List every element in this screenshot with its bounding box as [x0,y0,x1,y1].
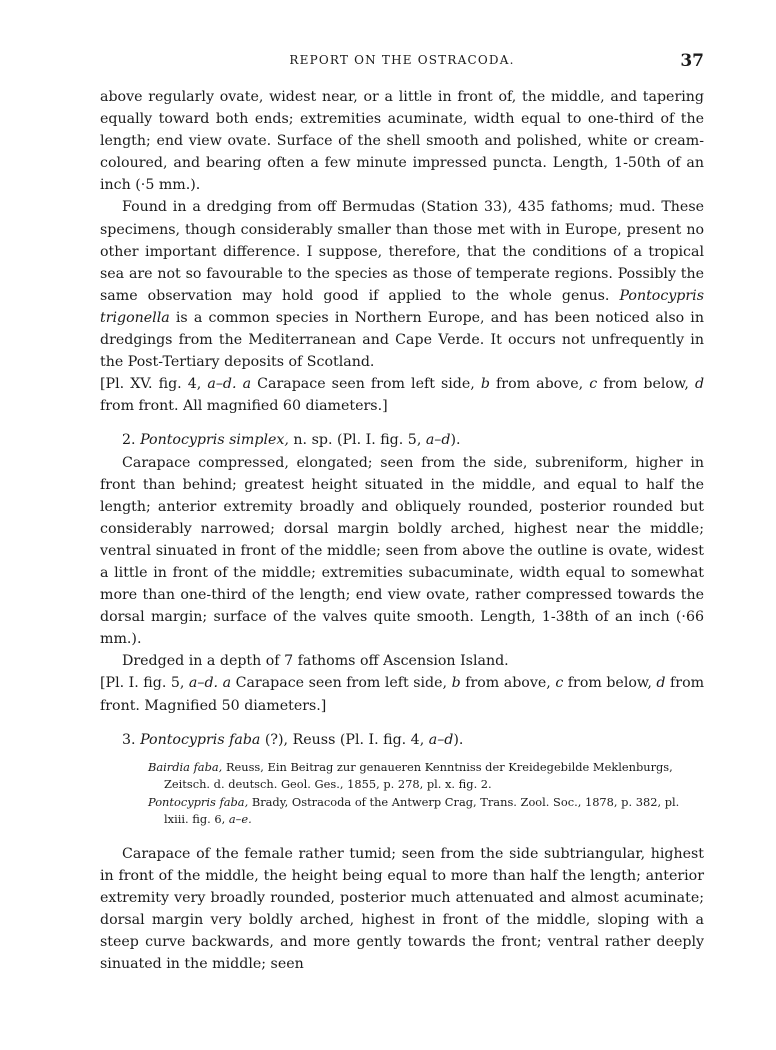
text: ). [450,432,461,449]
body-text [100,86,704,975]
text: [Pl. XV. fig. 4, [100,376,202,393]
text: Bairdia faba, [148,759,223,774]
text: a–d [428,731,454,748]
section-heading-2 [100,429,704,451]
text: d [694,376,705,393]
running-title: REPORT ON THE OSTRACODA. [289,53,515,67]
text: from front. All magnified 60 diameters.] [100,398,388,415]
text: Found in a dredging from off Bermudas (Station 33), 435 fathoms; mud. These specimens, though considerably smaller than those met with in Europe, present no other important difference. I suppose, therefore, that the conditions of a tropical sea are not so favourable to the species as those of temperate regions. Possibly the same observation may hold good if applied to the whole genus. [100,199,704,304]
reference [148,759,704,794]
text: a–d. [188,675,219,692]
text: Reuss, Ein Beitrag zur genaueren Kenntniss der Kreidegebilde Meklenburgs, Zeitsch. d. deutsch. Geol. Ges., 1855, p. 278, pl. x. fig. 2. [164,759,673,792]
text: Brady, Ostracoda of the Antwerp Crag, Trans. Zool. Soc., 1878, p. 382, pl. lxiii. fig. 6, [164,794,680,827]
paragraph-description-faba: Carapace of the female rather tumid; seen from the side subtriangular, highest in front of the middle, the height being equal to more than half the length; anterior extremity very broadly rounded, posterior much attenuated and almost acuminate; dorsal margin very boldly arched, highest in front of the middle, sloping with a steep curve backwards, and more gently towards the front; ventral rather deeply sinuated in the middle; seen [100,845,704,973]
running-head [100,51,704,73]
text: a–d. [207,376,237,393]
section-heading-3 [100,729,704,751]
text: Pontocypris faba, [148,794,249,809]
paragraph-dredged: Dredged in a depth of 7 fathoms off Ascension Island. [122,653,509,670]
text: a–d [425,432,451,449]
text: from above, [496,376,584,393]
text: 3. [122,731,136,748]
text: is a common species in Northern Europe, and has been noticed also in dredgings from the Mediterranean and Cape Verde. It occurs not unfrequently in the Post-Tertiary deposits of Scotland. [100,309,704,371]
text: b [451,675,461,692]
synonymy-references [148,759,704,829]
text: c [589,376,598,393]
reference [148,794,704,829]
text: [Pl. I. fig. 5, [100,675,185,692]
text: from above, [465,675,551,692]
text: c [555,675,564,692]
text: a–e. [228,812,252,827]
paragraph-found-bermudas [100,196,704,373]
text: Carapace seen from left side, [235,675,448,692]
page-number: 37 [680,51,704,71]
text: d [656,675,666,692]
plate-caption-1 [100,373,704,417]
paragraph-description-simplex: Carapace compressed, elongated; seen from the side, subreniform, higher in front than behind; greatest height situated in the middle, and equal to half the length; anterior extremity broadly and obliquely rounded, posterior rounded but considerably narrowed; dorsal margin boldly arched, highest near the middle; ventral sinuated in front of the middle; seen from above the outline is ovate, widest a little in front of the middle; extremities subacuminate, width equal to somewhat more than one-third of the length; end view ovate, rather compressed towards the dorsal margin; surface of the valves quite smooth. Length, 1-38th of an inch (·66 mm.). [100,454,704,648]
text: b [480,376,490,393]
text: from below, [603,376,689,393]
text: from below, [567,675,652,692]
paragraph-continuation: above regularly ovate, widest near, or a little in front of, the middle, and tapering equally toward both ends; extremities acuminate, width equal to one-third of the length; end view ovate. Surface of the shell smooth and polished, white or cream-coloured, and bearing often a few minute impressed puncta. Length, 1-50th of an inch (·5 mm.). [100,89,704,194]
text: n. sp. (Pl. I. fig. 5, [293,432,422,449]
plate-caption-2 [100,672,704,716]
page [100,0,704,1050]
text: ). [453,731,464,748]
text: a [242,376,252,393]
text: (?), Reuss (Pl. I. fig. 4, [264,731,425,748]
text: from front. Magnified 50 diameters.] [100,675,705,714]
species-name: Pontocypris faba [140,731,261,748]
text: Carapace seen from left side, [257,376,475,393]
species-name: Pontocypris simplex, [140,432,289,449]
text: 2. [122,432,136,449]
species-name: Pontocypris trigonella [100,287,704,326]
text: a [222,675,232,692]
